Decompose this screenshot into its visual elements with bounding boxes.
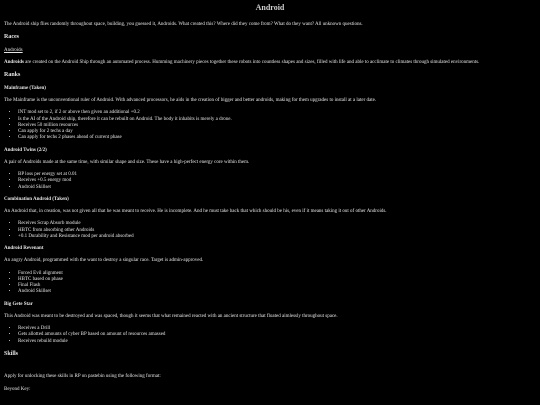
list-item: • INT mod set to 2, if 2 or above then given an additional +0.2 [18, 110, 536, 116]
rank-mainframe [4, 86, 536, 142]
list-item: • Receives rebuild module [18, 339, 536, 345]
rank-combination-android [4, 197, 536, 240]
rank-title: Combination Android (Taken) [4, 196, 69, 202]
androids-link[interactable]: Androids [4, 47, 23, 53]
rank-android-twins [4, 148, 536, 191]
rank-bullets [4, 221, 536, 240]
list-item: • Can apply for techs 2 phases ahead of current phase [18, 135, 536, 141]
list-item: • Receives Scrap Absorb module [18, 221, 536, 227]
rank-title: Android Revenant [4, 246, 44, 251]
list-item: • Receives a Drill [18, 326, 536, 332]
rank-description: The Mainframe is the unconventional ruler of Android. With advanced processors, he aids in the creation of bigger and better androids, making for them upgrades to install at a later date. [4, 98, 377, 103]
list-item: • Android Skillset [18, 185, 536, 191]
skills-apply-text: Apply for unlocking these skills in RP on pastebin using the following format: [4, 374, 161, 380]
ranks-heading: Ranks [4, 72, 21, 79]
list-item: • Is the AI of the Android ship, therefore it can be rebuilt on Android. The body it inhabits is merely a drone. [18, 117, 536, 123]
list-item: • +0.1 Durability and Resistance mod per android absorbed [18, 234, 536, 240]
list-item: • Gets allotted amounts of cyber BP based on amount of resources amassed [18, 332, 536, 338]
spacer [4, 364, 536, 374]
races-description [4, 60, 536, 66]
rank-big-gete-star [4, 302, 536, 345]
races-description-bold: Androids [4, 60, 24, 65]
list-item: • HBTC based on phase [18, 277, 536, 283]
races-heading: Races [4, 34, 19, 41]
list-item: • Receives 50 million resources [18, 123, 536, 129]
rank-description: An Android that, in creation, was not given all that he was meant to receive. He is incomplete. And he must take back that which should be his, even if it means taking it out of other Androids. [4, 209, 387, 214]
list-item: • BP loss per energy set at 0.01 [18, 172, 536, 178]
rank-description: This Android was meant to be destroyed and was spaced, though it seems that what remained reacted with an ancient structure that floated aimlessly throughout space. [4, 313, 338, 319]
rank-title: Android Twins (2/2) [4, 147, 47, 153]
rank-title: Big Gete Star [4, 301, 33, 307]
rank-bullets [4, 271, 536, 296]
rank-bullets [4, 326, 536, 345]
list-item: • Android Skillset [18, 289, 536, 295]
skills-heading: Skills [4, 350, 19, 357]
races-description-text: are created on the Android Ship through an automated process. Humming machinery pieces together these robots into countless shapes and sizes, filled with life and able to acclimate to climates through simulated environments. [23, 60, 480, 65]
page-title: Android [255, 3, 285, 12]
beyond-key-label: Beyond Key: [4, 386, 31, 392]
rank-title: Mainframe (Taken) [4, 85, 46, 91]
list-item: • Receives +0.5 energy mod [18, 178, 536, 184]
rank-description: An angry Android, programmed with the want to destroy a singular race. Target is admin-approved. [4, 258, 204, 264]
rank-android-revenant [4, 246, 536, 296]
list-item: • HBTC from absorbing other Androids [18, 228, 536, 234]
list-item: • Forced Evil alignment [18, 271, 536, 277]
list-item: • Can apply for 2 techs a day [18, 129, 536, 135]
rank-bullets [4, 110, 536, 141]
intro-paragraph: The Android ship flies randomly throughout space, building, you guessed it, Androids. What created this? Where did they come from? What do they want? All unknown questions. [4, 22, 363, 27]
rank-bullets [4, 172, 536, 191]
rank-description: A pair of Androids made at the same time, with similar shape and size. These have a high-perfect energy core within them. [4, 159, 250, 165]
list-item: • Final Flash [18, 283, 536, 289]
